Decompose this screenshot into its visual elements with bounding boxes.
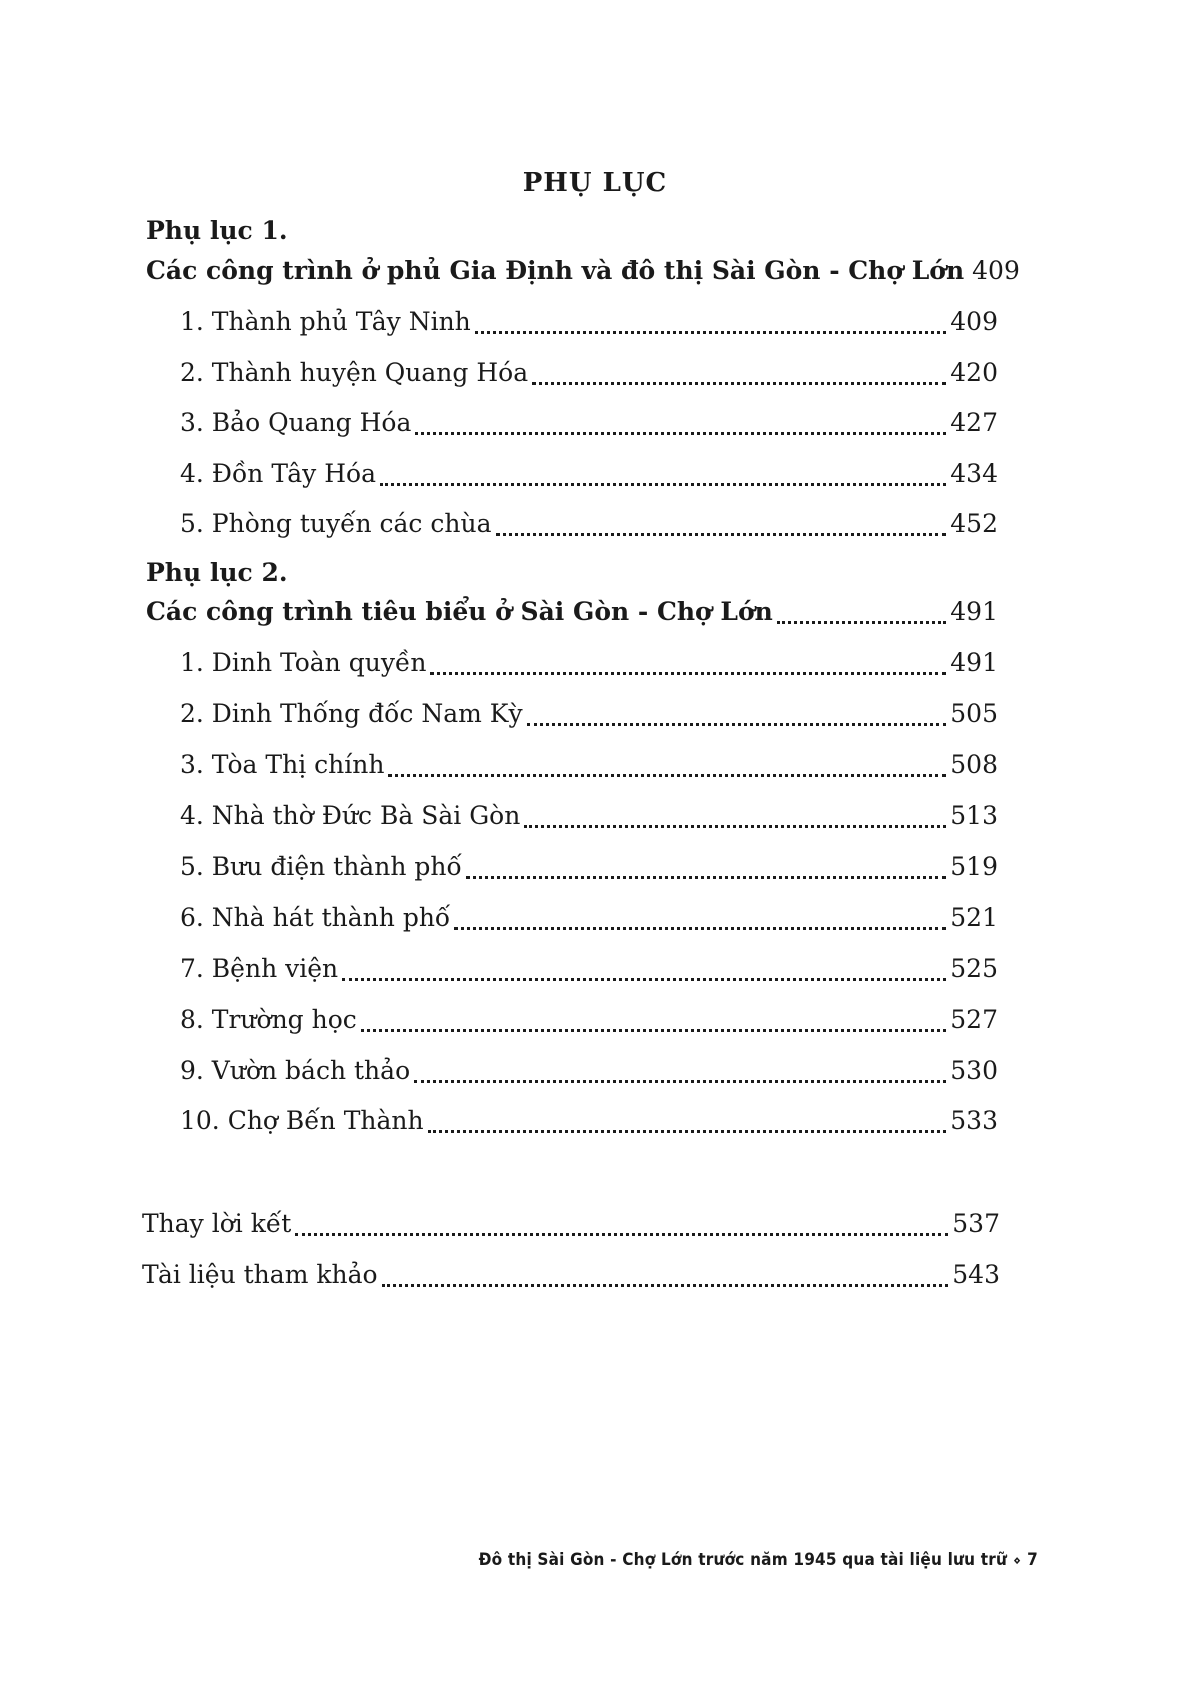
- toc-leader-dots: [466, 876, 947, 879]
- toc-title: 4. Đồn Tây Hóa: [180, 459, 377, 488]
- toc-page-number: 543: [952, 1260, 1000, 1289]
- toc-title: 1. Dinh Toàn quyền: [180, 648, 427, 677]
- toc-page-number: 491: [950, 597, 998, 626]
- toc-leader-dots: [532, 382, 946, 385]
- toc-leader-dots: [777, 621, 946, 624]
- toc-leader-dots: [388, 774, 946, 777]
- toc-row[interactable]: [180, 952, 998, 986]
- toc-row[interactable]: [142, 1207, 1000, 1241]
- toc-leader-dots: [380, 483, 946, 486]
- footer-book-title: Đô thị Sài Gòn - Chợ Lớn trước năm 1945 qua tài liệu lưu trữ: [478, 1550, 1008, 1570]
- toc-leader-dots: [415, 432, 946, 435]
- toc-row[interactable]: [180, 356, 998, 390]
- toc-row[interactable]: [146, 254, 1020, 288]
- toc-row[interactable]: [180, 406, 998, 440]
- toc-title: Các công trình tiêu biểu ở Sài Gòn - Chợ Lớn: [146, 597, 773, 626]
- toc-title: 6. Nhà hát thành phố: [180, 903, 451, 932]
- toc-title: Các công trình ở phủ Gia Định và đô thị Sài Gòn - Chợ Lớn: [146, 256, 965, 285]
- toc-title: 5. Bưu điện thành phố: [180, 852, 462, 881]
- toc-leader-dots: [496, 533, 947, 536]
- toc-title: 7. Bệnh viện: [180, 954, 339, 983]
- toc-page-number: 409: [950, 307, 998, 336]
- toc-row[interactable]: [180, 1054, 998, 1088]
- toc-row[interactable]: [142, 1258, 1000, 1292]
- toc-page-number: 530: [950, 1056, 998, 1085]
- toc-title: 3. Bảo Quang Hóa: [180, 408, 412, 437]
- toc-page-number: 519: [950, 852, 998, 881]
- toc-row[interactable]: [180, 748, 998, 782]
- toc-row[interactable]: [180, 305, 998, 339]
- appendix-1-label: Phụ lục 1.: [146, 216, 288, 245]
- toc-page-number: 452: [950, 509, 998, 538]
- toc-title: 9. Vườn bách thảo: [180, 1056, 411, 1085]
- toc-leader-dots: [454, 927, 946, 930]
- page-title: PHỤ LỤC: [522, 168, 668, 198]
- toc-leader-dots: [527, 723, 947, 726]
- toc-page-number: 527: [950, 1005, 998, 1034]
- toc-leader-dots: [475, 331, 946, 334]
- toc-page-number: 508: [950, 750, 998, 779]
- toc-title: Tài liệu tham khảo: [142, 1260, 378, 1289]
- toc-row[interactable]: [146, 595, 998, 629]
- toc-page-number: 513: [950, 801, 998, 830]
- toc-row[interactable]: [180, 1003, 998, 1037]
- toc-row[interactable]: [180, 697, 998, 731]
- toc-row[interactable]: [180, 850, 998, 884]
- toc-title: 3. Tòa Thị chính: [180, 750, 385, 779]
- toc-row[interactable]: [180, 457, 998, 491]
- toc-title: 1. Thành phủ Tây Ninh: [180, 307, 471, 336]
- toc-leader-dots: [414, 1080, 946, 1083]
- toc-leader-dots: [295, 1233, 948, 1236]
- toc-title: 8. Trường học: [180, 1005, 357, 1034]
- toc-page-number: 420: [950, 358, 998, 387]
- toc-leader-dots: [361, 1029, 946, 1032]
- running-footer: [479, 1550, 1038, 1570]
- page-number: 7: [1027, 1550, 1038, 1570]
- toc-leader-dots: [524, 825, 946, 828]
- toc-title: Thay lời kết: [142, 1209, 292, 1238]
- diamond-icon: ⋄: [1013, 1553, 1022, 1569]
- toc-title: 4. Nhà thờ Đức Bà Sài Gòn: [180, 801, 521, 830]
- toc-title: 2. Dinh Thống đốc Nam Kỳ: [180, 699, 523, 728]
- toc-row[interactable]: [180, 507, 998, 541]
- toc-page-number: 525: [950, 954, 998, 983]
- toc-page-number: 521: [950, 903, 998, 932]
- appendix-2-label: Phụ lục 2.: [146, 558, 288, 587]
- toc-page-number: 505: [950, 699, 998, 728]
- toc-title: 5. Phòng tuyến các chùa: [180, 509, 492, 538]
- toc-page-number: 533: [950, 1106, 998, 1135]
- toc-row[interactable]: [180, 799, 998, 833]
- toc-page-number: 427: [950, 408, 998, 437]
- toc-leader-dots: [342, 978, 946, 981]
- toc-row[interactable]: [180, 1104, 998, 1138]
- toc-page-number: 409: [972, 256, 1020, 285]
- toc-title: 2. Thành huyện Quang Hóa: [180, 358, 529, 387]
- toc-page-number: 537: [952, 1209, 1000, 1238]
- toc-title: 10. Chợ Bến Thành: [180, 1106, 424, 1135]
- toc-page-number: 434: [950, 459, 998, 488]
- toc-row[interactable]: [180, 646, 998, 680]
- toc-page-number: 491: [950, 648, 998, 677]
- toc-row[interactable]: [180, 901, 998, 935]
- toc-leader-dots: [430, 672, 946, 675]
- toc-leader-dots: [428, 1130, 947, 1133]
- toc-leader-dots: [382, 1284, 949, 1287]
